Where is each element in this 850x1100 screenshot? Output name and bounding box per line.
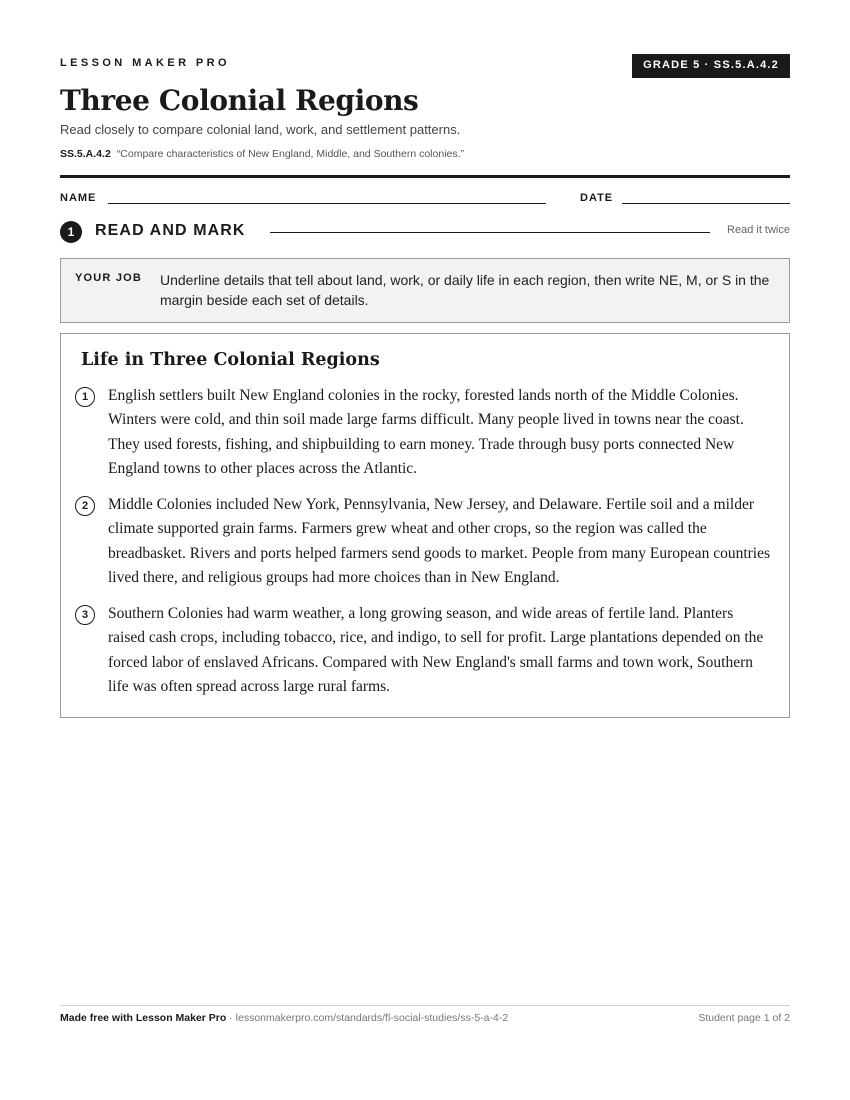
section-hint: Read it twice — [727, 224, 790, 236]
paragraph-middle-colonies: Middle Colonies included New York, Pennsylvania, New Jersey, and Delaware. Fertile soil and a milder climate supported grain farms. Farmers grew wheat and other crops, so the region was called the breadbasket. Rivers and ports helped farmers send goods to market. People from many European countries lived there, and religious groups had more choices than in New England. — [108, 496, 771, 587]
page-number: Student page 1 of 2 — [698, 1012, 790, 1024]
standard-code: SS.5.A.4.2 — [60, 148, 111, 160]
page-title: Three Colonial Regions — [60, 84, 419, 117]
date-field[interactable] — [622, 203, 790, 204]
instructions-text: Underline details that tell about land, work, or daily life in each region, then write NE, M, or S in the margin beside each set of details. — [160, 272, 770, 308]
section-number-badge: 1 — [60, 221, 82, 243]
reading-passage — [60, 333, 790, 718]
paragraph-new-england: English settlers built New England colonies in the rocky, forested lands north of the Middle Colonies. Winters were cold, and thin soil made large farms difficult. Many people lived in towns near the coast. They used forests, fishing, and shipbuilding to earn money. Trade through busy ports connected New England towns to other places across the Atlantic. — [108, 387, 744, 478]
section-divider — [270, 232, 710, 233]
passage-title: Life in Three Colonial Regions — [81, 350, 380, 370]
footer-divider — [60, 1005, 790, 1006]
standard-line — [60, 148, 464, 160]
footer-separator: · — [226, 1012, 236, 1024]
header-divider — [60, 175, 790, 178]
page-subtitle: Read closely to compare colonial land, work, and settlement patterns. — [60, 122, 461, 137]
footer-credit — [60, 1012, 508, 1024]
brand-name: LESSON MAKER PRO — [60, 57, 230, 69]
instructions-box — [60, 258, 790, 323]
paragraph-number: 2 — [75, 496, 95, 516]
name-label: NAME — [60, 192, 97, 204]
date-label: DATE — [580, 192, 614, 204]
worksheet-page — [60, 0, 790, 1100]
paragraph-number: 1 — [75, 387, 95, 407]
grade-badge: GRADE 5 · SS.5.A.4.2 — [632, 54, 790, 78]
footer-url[interactable]: lessonmakerpro.com/standards/fl-social-studies/ss-5-a-4-2 — [235, 1012, 509, 1024]
name-field[interactable] — [108, 203, 546, 204]
footer-made-with: Made free with Lesson Maker Pro — [60, 1012, 227, 1024]
paragraph-number: 3 — [75, 605, 95, 625]
instructions-label: YOUR JOB — [75, 272, 143, 284]
paragraph-southern-colonies: Southern Colonies had warm weather, a long growing season, and wide areas of fertile land. Planters raised cash crops, including tobacco, rice, and indigo, to sell for profit. Large plantations depended on the forced labor of enslaved Africans. Compared with New England's small farms and town work, Southern life was often spread across large rural farms. — [108, 605, 764, 696]
standard-text: “Compare characteristics of New England, Middle, and Southern colonies.” — [116, 148, 465, 160]
section-title: READ AND MARK — [95, 222, 246, 239]
